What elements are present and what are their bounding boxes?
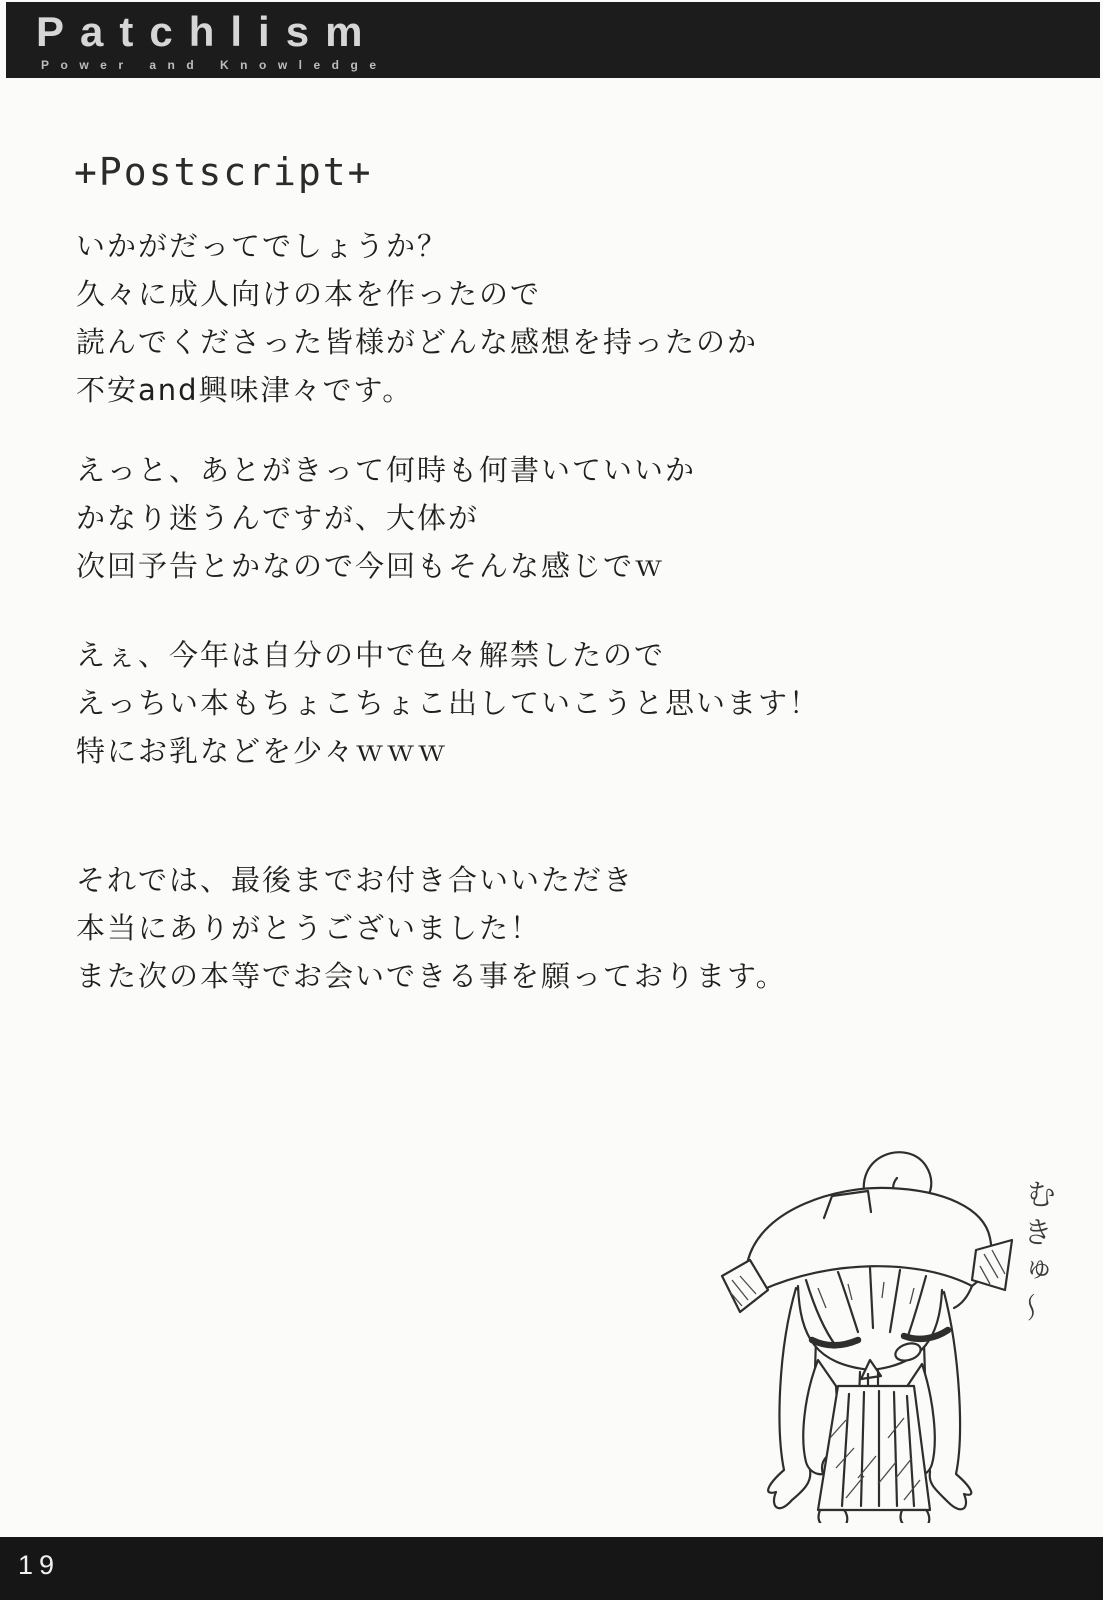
text-line: 特にお乳などを少々ｗｗｗ [76,734,449,768]
paragraph-4 [76,856,787,1000]
footer-bar [0,1537,1103,1600]
postscript-heading: +Postscript+ [74,150,373,194]
text-line: かなり迷うんですが、大体が [76,501,480,535]
text-line: 次回予告とかなので今回もそんな感じでｗ [76,549,666,583]
text-line: えっと、あとがきって何時も何書いていいか [76,453,697,487]
text-line: それでは、最後までお付き合いいただき [76,863,635,897]
text-line: 読んでくださった皆様がどんな感想を持ったのか [76,325,759,359]
book-title: Patchlism [36,8,379,55]
text-line: いかがだってでしょうか？ [76,229,449,263]
handwritten-mukyu-note: むきゅ〜 [1008,1176,1057,1332]
text-line: 久々に成人向けの本を作ったので [76,277,542,311]
header-bar [6,2,1100,78]
paragraph-3 [76,631,820,775]
book-subtitle: Power and Knowledge [41,58,388,72]
paragraph-2 [76,446,696,590]
text-line: 不安and興味津々です。 [76,373,414,407]
text-line: えぇ、今年は自分の中で色々解禁したので [76,638,666,672]
text-line: えっちい本もちょこちょこ出していこうと思います！ [76,686,821,720]
text-line: また次の本等でお会いできる事を願っております。 [76,959,787,993]
paragraph-1 [76,222,758,414]
page-number: 19 [18,1550,61,1580]
text-line: 本当にありがとうございました！ [76,911,542,945]
chibi-patchouli-illustration [718,1138,1018,1523]
